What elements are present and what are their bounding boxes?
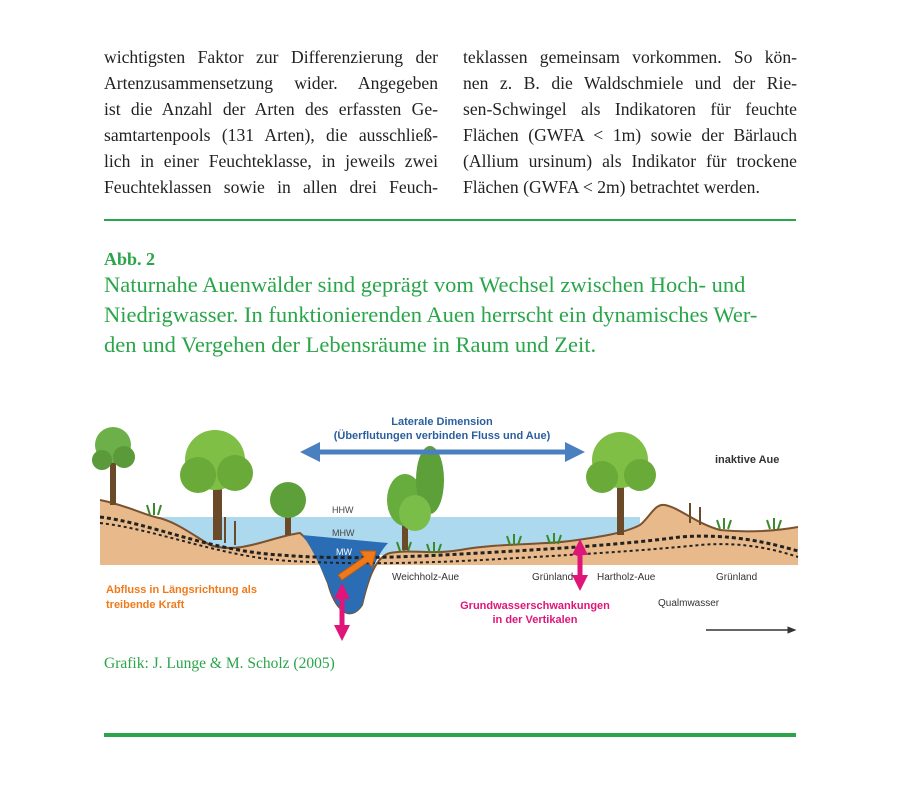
grassland-label-1: Grünland xyxy=(532,572,574,583)
page-bottom-divider xyxy=(104,733,796,737)
figure-label: Abb. 2 xyxy=(104,249,156,269)
body-text-right-column xyxy=(463,44,797,200)
mhw-label: MHW xyxy=(332,528,355,538)
text-line: sen-Schwingel als Indikatoren für feuchte xyxy=(463,99,797,119)
text-line: Feuchteklassen sowie in allen drei Feuch- xyxy=(104,177,438,197)
caption-line: Naturnahe Auenwälder sind geprägt vom Wechsel zwischen Hoch- und xyxy=(104,272,746,297)
mw-label: MW xyxy=(336,547,352,557)
flow-label-line1: Abfluss in Längsrichtung als xyxy=(106,584,257,596)
lateral-dimension-subtitle: (Überflutungen verbinden Fluss und Aue) xyxy=(333,430,551,442)
lateral-dimension-title: Laterale Dimension xyxy=(391,416,493,428)
text-line: (Allium ursinum) als Indikator für trockene xyxy=(463,151,797,171)
figure-caption xyxy=(104,270,804,360)
text-line: Flächen (GWFA < 1m) sowie der Bärlauch xyxy=(463,125,797,145)
caption-line: Niedrigwasser. In funktionierenden Auen herrscht ein dynamisches Wer- xyxy=(104,302,758,327)
text-line: nen z. B. die Waldschmiele und der Rie- xyxy=(463,73,797,93)
hhw-label: HHW xyxy=(332,505,354,515)
groundwater-label-line2: in der Vertikalen xyxy=(492,614,578,626)
text-line: wichtigsten Faktor zur Differenzierung der xyxy=(104,47,438,67)
grassland-label-2: Grünland xyxy=(716,572,758,583)
text-line: Flächen (GWFA < 2m) betrachtet werden. xyxy=(463,177,760,197)
inactive-floodplain-label: inaktive Aue xyxy=(715,454,780,466)
seepage-water-label: Qualmwasser xyxy=(658,598,720,609)
section-divider xyxy=(104,219,796,221)
groundwater-label-line1: Grundwasserschwankungen xyxy=(460,600,610,612)
softwood-label: Weichholz-Aue xyxy=(392,572,460,583)
text-line: lich in einer Feuchteklasse, in jeweils zwei xyxy=(104,151,438,171)
tree-left-edge xyxy=(92,427,135,505)
hardwood-label: Hartholz-Aue xyxy=(597,572,656,583)
floodplain-cross-section-diagram xyxy=(80,405,800,645)
text-line: samtartenpools (131 Arten), die ausschließ- xyxy=(104,125,438,145)
body-text-left-column xyxy=(104,44,438,200)
figure-credit: Grafik: J. Lunge & M. Scholz (2005) xyxy=(104,655,335,672)
caption-line: den und Vergehen der Lebensräume in Raum und Zeit. xyxy=(104,332,597,357)
flow-label-line2: treibende Kraft xyxy=(106,599,185,611)
soil-profile xyxy=(100,500,798,613)
text-line: teklassen gemeinsam vorkommen. So kön- xyxy=(463,47,797,67)
text-line: Artenzusammensetzung wider. Angegeben xyxy=(104,73,438,93)
text-line: ist die Anzahl der Arten des erfassten Ge- xyxy=(104,99,438,119)
